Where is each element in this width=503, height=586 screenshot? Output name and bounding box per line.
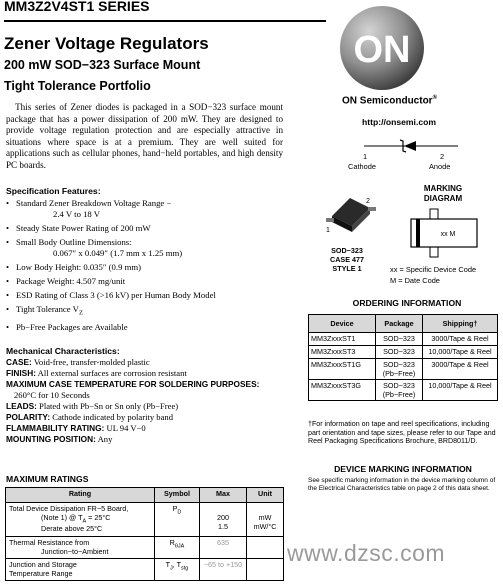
table-row: MM3ZxxxST3 SOD−323 10,000/Tape & Reel [309, 346, 498, 359]
column-header: Shipping† [423, 315, 498, 333]
anode-label: Anode [429, 162, 451, 171]
feature-item: • Package Weight: 4.507 mg/unit [6, 276, 291, 287]
marking-diagram [408, 207, 482, 259]
rating-cell: Junction and Storage Temperature Range [6, 559, 155, 581]
ordering-footnote: †For information on tape and reel specifications, including part orientation and tape sizes, please refer to our Tape and Reel Packaging Specifications Brochure, BRD8011/D. [308, 420, 496, 446]
marking-legend-xx: xx = Specific Device Code [390, 265, 477, 274]
column-header: Rating [6, 488, 155, 503]
features-heading: Specification Features: [6, 186, 101, 196]
max-ratings-table [5, 487, 284, 581]
mech-polarity: POLARITY: Cathode indicated by polarity band [6, 412, 174, 422]
on-semi-logo [339, 5, 425, 91]
ordering-heading: ORDERING INFORMATION [352, 298, 462, 308]
feature-subline: 2.4 V to 18 V [53, 209, 101, 220]
mech-maxtemp-label: MAXIMUM CASE TEMPERATURE FOR SOLDERING PURPOSES: [6, 379, 260, 389]
mech-flammability: FLAMMABILITY RATING: UL 94 V−0 [6, 423, 146, 433]
feature-item: • Standard Zener Breakdown Voltage Range − 2.4 V to 18 V [6, 198, 291, 221]
pin1-label: 1 [363, 152, 368, 161]
feature-item: • ESD Rating of Class 3 (>16 kV) per Human Body Model [6, 290, 291, 301]
title-rule [4, 20, 326, 22]
marking-code: xx M [440, 231, 456, 238]
unit-cell [247, 537, 284, 559]
mech-mounting: MOUNTING POSITION: Any [6, 434, 113, 444]
rating-cell: Thermal Resistance from Junction−to−Ambient [6, 537, 155, 559]
table-row [6, 503, 284, 537]
package-lead [326, 218, 334, 222]
brand-name: ON Semiconductor® [342, 95, 437, 107]
features-list [6, 198, 291, 335]
intro-paragraph [6, 102, 283, 172]
mech-maxtemp-text: 260°C for 10 Seconds [14, 390, 90, 400]
max-cell: 200 1.5 [200, 503, 247, 537]
column-header: Symbol [155, 488, 200, 503]
feature-item: • Steady State Power Rating of 200 mW [6, 223, 291, 234]
package-lead [368, 207, 376, 211]
subtitle-line-1: 200 mW SOD−323 Surface Mount [4, 58, 201, 72]
symbol-cell: $R_{\theta JA}$ [155, 537, 200, 559]
document-title: Zener Voltage Regulators [4, 34, 209, 53]
subtitle-line-2: Tight Tolerance Portfolio [4, 79, 151, 93]
package-pin2-label: 2 [366, 198, 370, 205]
feature-item: • Pb−Free Packages are Available [6, 322, 291, 333]
zener-diode-symbol [340, 132, 480, 174]
feature-item: • Low Body Height: 0.035″ (0.9 mm) [6, 262, 291, 273]
pin2-label: 2 [440, 152, 445, 161]
column-header: Device [309, 315, 376, 333]
marking-diagram-heading: MARKING DIAGRAM [423, 184, 463, 203]
marking-pad [430, 247, 438, 257]
symbol-cell: $T_J$, $T_{stg}$ [155, 559, 200, 581]
series-title: MM3Z2V4ST1 SERIES [4, 0, 150, 14]
marking-legend-m: M = Date Code [390, 276, 440, 285]
package-pin1-label: 1 [326, 227, 330, 234]
mech-finish: FINISH: All external surfaces are corrosion resistant [6, 368, 187, 378]
column-header: Package [376, 315, 423, 333]
max-ratings-heading: MAXIMUM RATINGS [6, 474, 89, 484]
column-header: Max [200, 488, 247, 503]
table-row: MM3ZxxxST1G SOD−323 (Pb−Free) 3000/Tape & Reel [309, 359, 498, 380]
unit-cell [247, 559, 284, 581]
mechanical-characteristics [6, 357, 296, 445]
rating-cell: Total Device Dissipation FR−5 Board, (Note 1) @ $T_A = 25^\circ C$ Derate above 25°C [6, 503, 155, 537]
unit-cell: mW mW/°C [247, 503, 284, 537]
diode-triangle [404, 141, 416, 151]
table-row: MM3ZxxxST3G SOD−323 (Pb−Free) 10,000/Tape & Reel [309, 380, 498, 401]
website-url: http://onsemi.com [362, 117, 437, 127]
feature-subline: 0.067″ x 0.049″ (1.7 mm x 1.25 mm) [53, 248, 183, 259]
logo-icon [339, 5, 425, 91]
ordering-table [308, 314, 498, 401]
watermark: www.dzsc.com [287, 540, 446, 566]
intro-text: This series of Zener diodes is packaged in a SOD−323 surface mount package that has a power dissipation of 200 mW. They are designed to provide voltage regulation protection and are especially attractive in situations where space is at a premium. They are well suited for applications such as cellular phones, hand−held portables, and high density PC boards. [6, 102, 283, 170]
max-cell: 635 [200, 537, 247, 559]
table-row [6, 537, 284, 559]
table-row: MM3ZxxxST1 SOD−323 3000/Tape & Reel [309, 333, 498, 346]
cathode-band [416, 219, 420, 247]
symbol-cell: $P_D$ [155, 503, 200, 537]
device-marking-heading: DEVICE MARKING INFORMATION [334, 464, 472, 474]
device-marking-text: See specific marking information in the device marking column of the Electrical Characteristics table on page 2 of this data sheet. [308, 477, 496, 492]
subscript: Z [78, 309, 83, 317]
feature-item: • Small Body Outline Dimensions: 0.067″ x 0.049″ (1.7 mm x 1.25 mm) [6, 237, 291, 260]
table-header-row [309, 315, 498, 333]
column-header: Unit [247, 488, 284, 503]
sod323-package-drawing [322, 192, 382, 244]
table-row [6, 559, 284, 581]
feature-item: • Tight Tolerance $V_Z$ [6, 304, 291, 319]
cathode-label: Cathode [348, 162, 376, 171]
table-header-row [6, 488, 284, 503]
mechanical-heading: Mechanical Characteristics: [6, 346, 120, 356]
logo-text: ON [353, 29, 411, 71]
mech-leads: LEADS: Plated with Pb−Sn or Sn only (Pb−Free) [6, 401, 179, 411]
marking-pad [430, 209, 438, 219]
max-cell: −65 to +150 [200, 559, 247, 581]
mech-case: CASE: Void-free, transfer-molded plastic [6, 357, 150, 367]
package-label: SOD−323 CASE 477 STYLE 1 [330, 246, 364, 273]
